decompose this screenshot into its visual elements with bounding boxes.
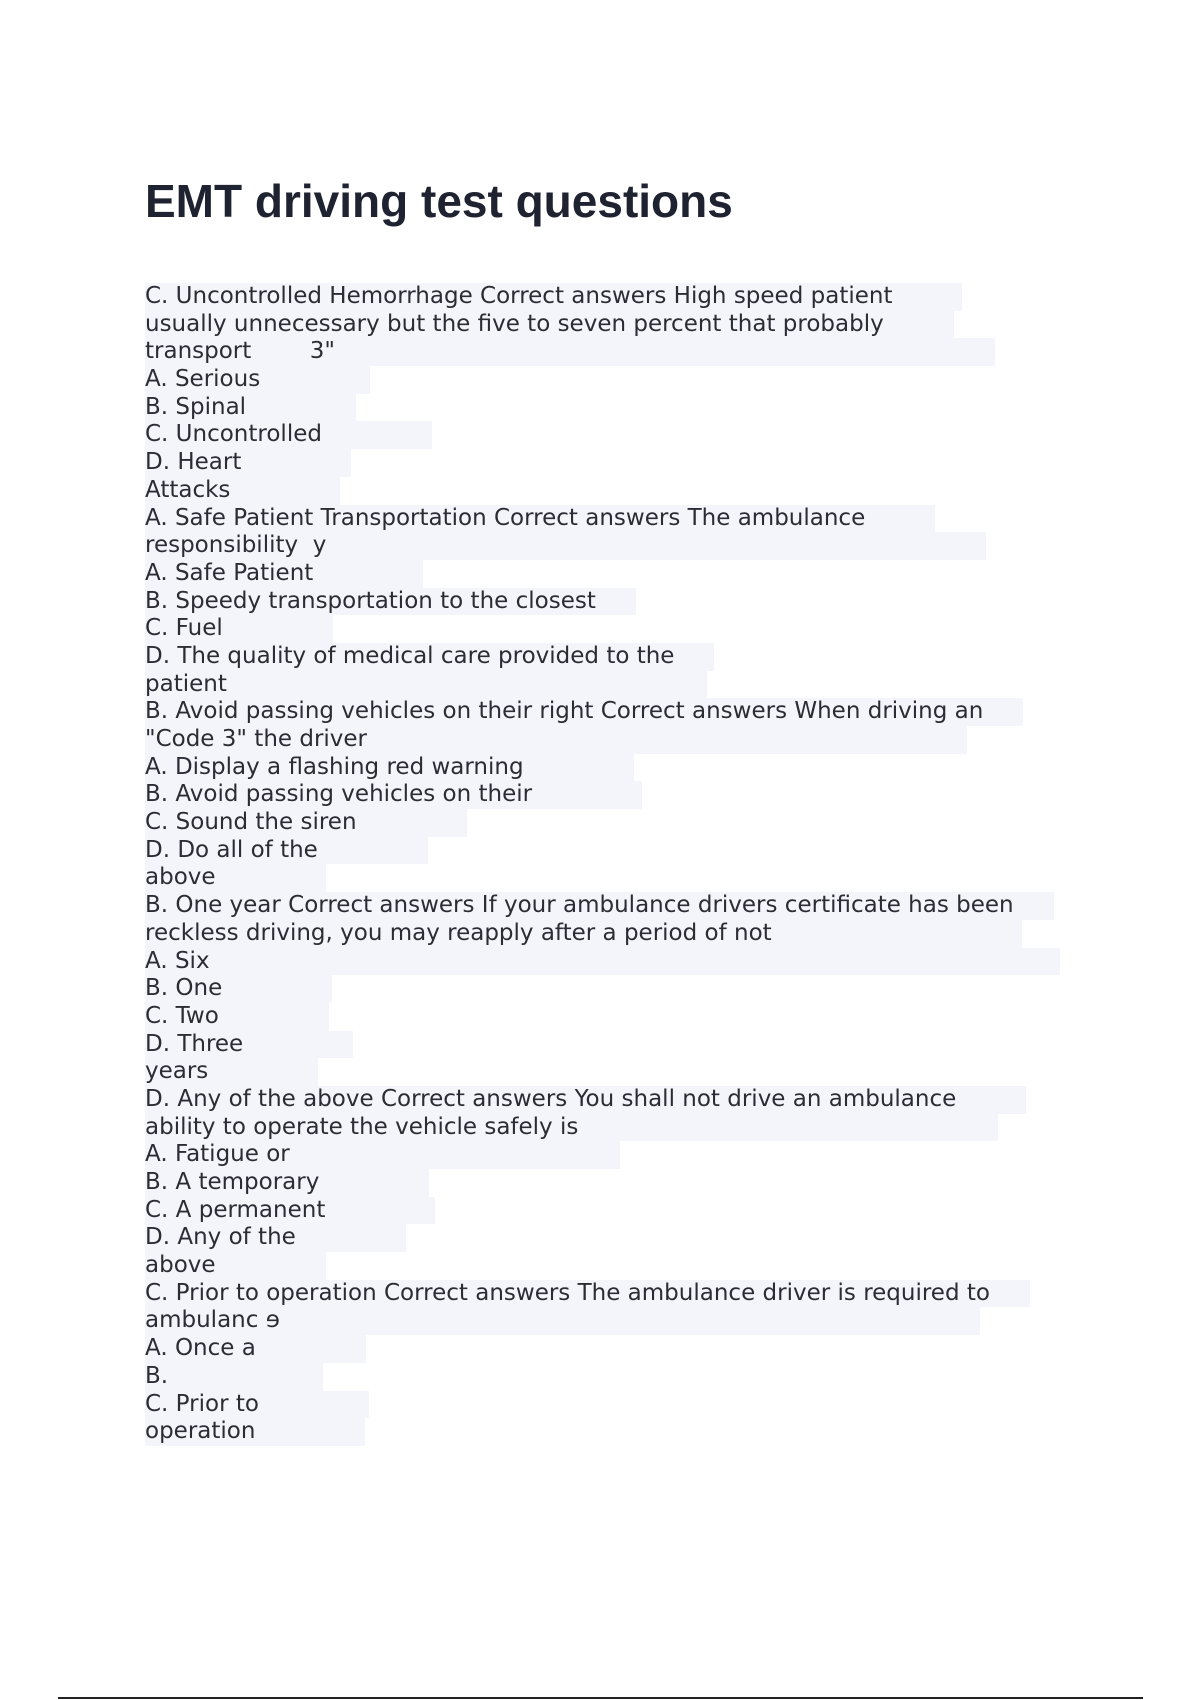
answer-option-line: C. Fuel (145, 615, 333, 643)
answer-option-line: Attacks (145, 477, 340, 505)
answer-option-line: D. Heart (145, 449, 351, 477)
answer-option-line: D. Three (145, 1031, 353, 1059)
answer-option-line: B. (145, 1363, 323, 1391)
answer-option-line: C. A permanent (145, 1197, 435, 1225)
answer-option-line: D. The quality of medical care provided to the (145, 643, 714, 671)
answer-option-line: A. Fatigue or (145, 1141, 620, 1169)
answer-option-line: patient (145, 671, 707, 699)
answer-option-line: C. Two (145, 1003, 329, 1031)
page-title: EMT driving test questions (145, 175, 733, 227)
answer-option-line: above (145, 1252, 326, 1280)
question-line: B. Avoid passing vehicles on their right Correct answers When driving an (145, 698, 1023, 726)
answer-option-line: C. Prior to (145, 1391, 369, 1419)
footer-divider (58, 1697, 1143, 1699)
answer-option-line: B. Speedy transportation to the closest (145, 588, 636, 616)
answer-option-line: A. Six (145, 948, 1060, 976)
question-line: A. Safe Patient Transportation Correct answers The ambulance (145, 505, 935, 533)
answer-option-line: B. Avoid passing vehicles on their (145, 781, 642, 809)
question-line: ambulanc ɘ (145, 1307, 980, 1335)
answer-option-line: C. Sound the siren (145, 809, 467, 837)
answer-option-line: A. Serious (145, 366, 370, 394)
answer-option-line: A. Once a (145, 1335, 366, 1363)
question-line: D. Any of the above Correct answers You shall not drive an ambulance (145, 1086, 1026, 1114)
answer-option-line: A. Safe Patient (145, 560, 423, 588)
answer-option-line: operation (145, 1418, 365, 1446)
question-line: "Code 3" the driver (145, 726, 967, 754)
answer-option-line: above (145, 864, 326, 892)
question-line: C. Uncontrolled Hemorrhage Correct answers High speed patient (145, 283, 962, 311)
answer-option-line: A. Display a flashing red warning (145, 754, 634, 782)
answer-option-line: B. Spinal (145, 394, 356, 422)
answer-option-line: C. Uncontrolled (145, 421, 432, 449)
question-line: B. One year Correct answers If your ambulance drivers certificate has been (145, 892, 1054, 920)
answer-option-line: D. Any of the (145, 1224, 406, 1252)
question-line: ability to operate the vehicle safely is (145, 1114, 998, 1142)
questions-body (145, 283, 1125, 1446)
answer-option-line: B. One (145, 975, 332, 1003)
answer-option-line: years (145, 1058, 318, 1086)
answer-option-line: D. Do all of the (145, 837, 428, 865)
question-line: responsibility y (145, 532, 986, 560)
question-line: reckless driving, you may reapply after a period of not (145, 920, 1022, 948)
question-line: usually unnecessary but the five to seven percent that probably (145, 311, 954, 339)
question-line: C. Prior to operation Correct answers The ambulance driver is required to (145, 1280, 1030, 1308)
question-line: transport 3" (145, 338, 995, 366)
answer-option-line: B. A temporary (145, 1169, 429, 1197)
